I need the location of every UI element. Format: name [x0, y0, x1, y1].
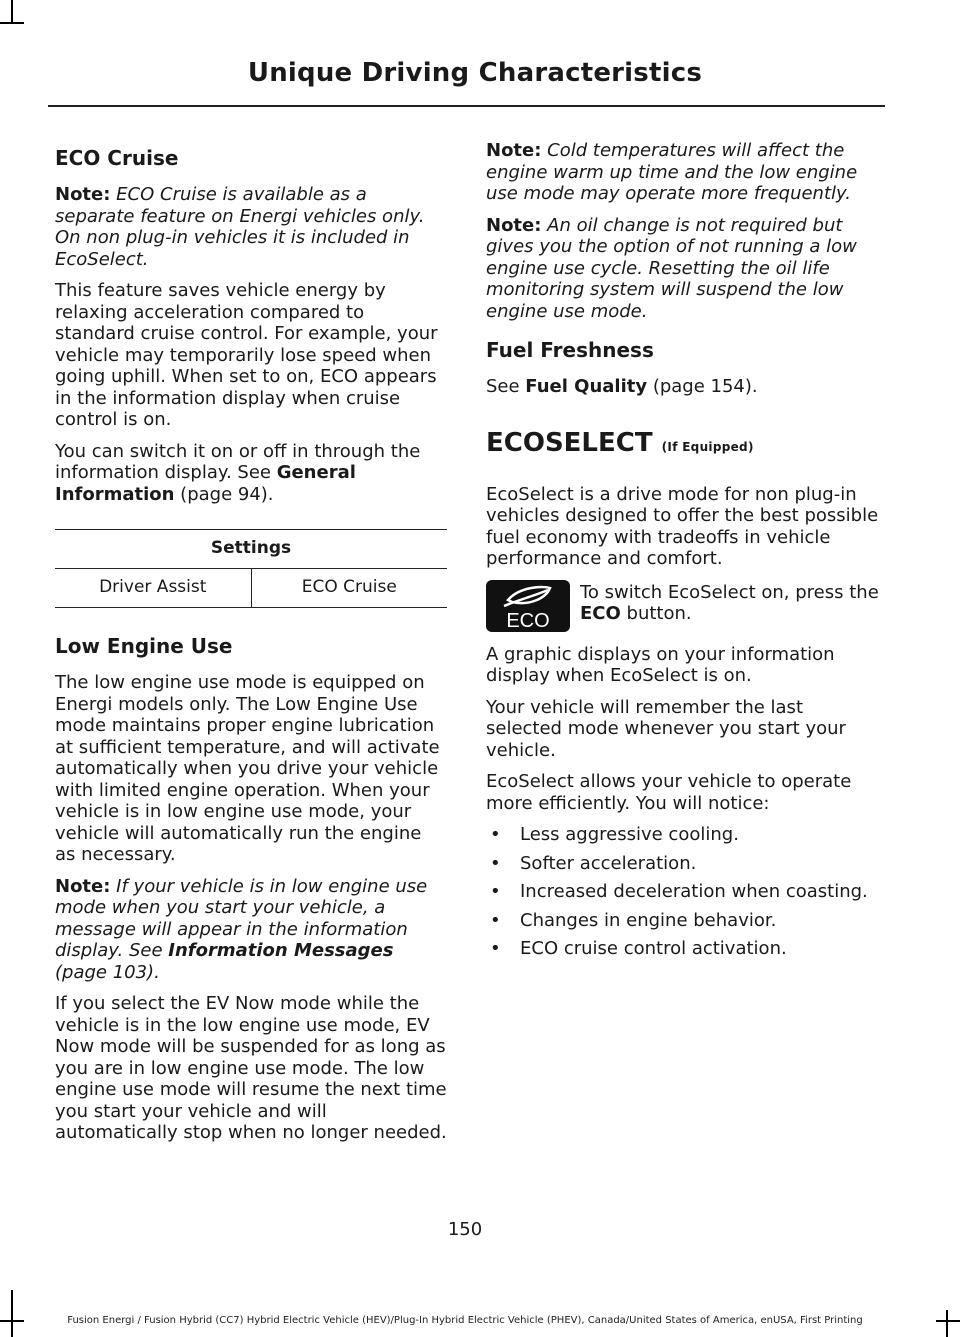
crop-mark [11, 0, 13, 24]
eco-cruise-para1: This feature saves vehicle energy by relaxing acceleration compared to standard cruise control. For example, your vehicle may temporarily lose speed when going uphill. When set to on, ECO appears in the information display when cruise control is on. [55, 280, 438, 430]
note-label: Note: [486, 214, 542, 236]
text: To switch EcoSelect on, press the [580, 581, 879, 603]
low-engine-para1: The low engine use mode is equipped on Energi models only. The Low Engine Use mode maintains proper engine lubrication at sufficient temperature, and will activate automatically when you drive your vehicle with limited engine operation. When your vehicle is in low engine use mode, your vehicle will automatically run the engine as necessary. [55, 672, 440, 865]
list-item: • Increased deceleration when coasting. [486, 881, 882, 903]
link-general-information[interactable]: General Information [55, 462, 356, 505]
text: (page 154). [647, 376, 758, 397]
heading-text: ECOSELECT [486, 427, 653, 458]
ecoselect-para4: EcoSelect allows your vehicle to operate more efficiently. You will notice: [486, 771, 852, 814]
header-rule [48, 105, 885, 107]
link-fuel-quality[interactable]: Fuel Quality [525, 376, 648, 397]
page-number: 150 [447, 1219, 483, 1240]
crop-mark [11, 1290, 13, 1337]
ecoselect-para3: Your vehicle will remember the last selected mode whenever you start your vehicle. [486, 696, 846, 761]
link-information-messages[interactable]: Information Messages [168, 940, 394, 961]
section-heading-fuel-freshness: Fuel Freshness [486, 338, 654, 362]
list-item: • Softer acceleration. [486, 853, 882, 875]
low-engine-para2: If you select the EV Now mode while the vehicle is in the low engine use mode, EV Now mode will be suspended for as long as you are in low engine use mode. The low engine use mode will resume the next time you start your vehicle and will automatically stop when no longer needed. [55, 993, 447, 1143]
note-text: (page 103). [55, 961, 160, 983]
notice-list [486, 824, 882, 960]
table-cell: ECO Cruise [251, 569, 447, 608]
note-text: ECO Cruise is available as a separate feature on Energi vehicles only. On non plug-in vehicles it is included in EcoSelect. [55, 184, 425, 270]
text: See [486, 376, 526, 397]
section-heading-eco-cruise: ECO Cruise [55, 146, 179, 170]
note-label: Note: [55, 875, 111, 897]
eco-icon-label: ECO [506, 609, 550, 632]
eco-leaf-icon [486, 580, 570, 632]
list-item: • Changes in engine behavior. [486, 910, 882, 932]
ecoselect-para1: EcoSelect is a drive mode for non plug-in vehicles designed to offer the best possible fuel economy with tradeoffs in vehicle performance and comfort. [486, 483, 879, 569]
table-cell: Driver Assist [55, 569, 251, 608]
if-equipped-tag: (If Equipped) [661, 439, 754, 454]
note-eco-cruise [55, 184, 447, 270]
text: You can switch it on or off in through the information display. See [55, 440, 421, 483]
note-oil-change [486, 215, 882, 323]
note-low-engine [55, 876, 447, 984]
list-item: • Less aggressive cooling. [486, 824, 882, 846]
settings-table [55, 529, 447, 608]
ecoselect-para2: A graphic displays on your information display when EcoSelect is on. [486, 643, 835, 686]
note-text: If your vehicle is in low engine use mode when you start your vehicle, a message will appear in the information display. See [55, 875, 428, 961]
note-label: Note: [55, 184, 111, 205]
eco-switch-text [580, 580, 882, 625]
crop-mark [936, 1320, 960, 1322]
eco-cruise-para2 [55, 441, 447, 506]
note-text: Cold temperatures will affect the engine warm up time and the low engine use mode may operate more frequently. [486, 140, 858, 204]
section-heading-ecoselect [486, 428, 882, 462]
text: (page 94). [174, 483, 274, 505]
eco-button-label: ECO [580, 603, 621, 624]
left-column [55, 140, 447, 1154]
note-cold-temperatures [486, 140, 882, 205]
crop-mark [0, 22, 24, 24]
text: button. [620, 603, 692, 624]
eco-button-row [486, 580, 882, 632]
section-heading-low-engine-use: Low Engine Use [55, 634, 233, 658]
crop-mark [946, 1310, 948, 1337]
list-item: • ECO cruise control activation. [486, 938, 882, 960]
table-header: Settings [55, 530, 447, 569]
note-text: An oil change is not required but gives you the option of not running a low engine use cycle. Resetting the oil life monitoring system will suspend the low engine use mode. [486, 214, 857, 322]
page-header-title: Unique Driving Characteristics [247, 58, 702, 88]
footer-text: Fusion Energi / Fusion Hybrid (CC7) Hybrid Electric Vehicle (HEV)/Plug-In Hybrid Electric Vehicle (PHEV), Canada/United States of America, enUSA, First Printing [67, 1315, 863, 1326]
fuel-freshness-text [486, 376, 882, 398]
note-label: Note: [486, 140, 542, 161]
right-column [486, 140, 882, 967]
